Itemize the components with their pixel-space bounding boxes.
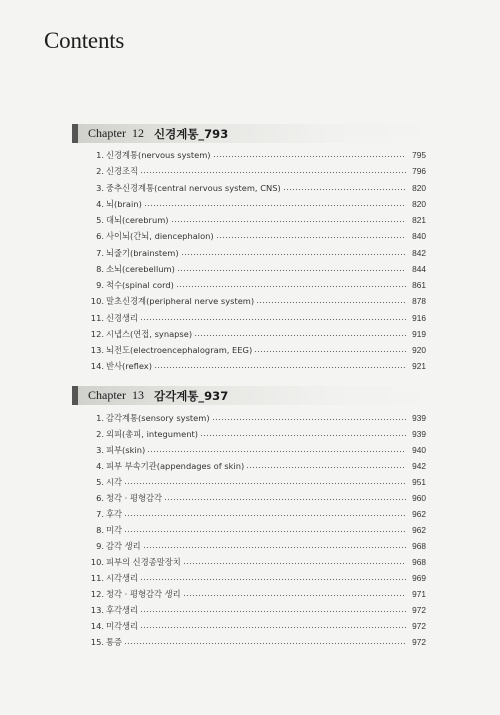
page-title: Contents — [44, 28, 125, 53]
dot-leader — [256, 298, 406, 304]
toc-entry[interactable] — [88, 247, 426, 263]
dot-leader — [124, 479, 406, 485]
toc-entry-number: 10. — [90, 557, 104, 567]
toc-entry[interactable] — [88, 149, 426, 165]
dot-leader — [171, 217, 406, 223]
dot-leader — [200, 431, 406, 437]
toc-entry-title: 후각 — [106, 509, 123, 519]
toc-entry[interactable] — [88, 620, 426, 636]
toc-entry-page: 796 — [412, 166, 426, 177]
dot-leader — [216, 233, 406, 239]
toc-entry-title: 중추신경계통(central nervous system, CNS) — [106, 182, 281, 193]
toc-entry-page: 942 — [412, 461, 426, 471]
toc-entry-title: 미각 — [106, 525, 123, 535]
toc-entry[interactable] — [88, 508, 426, 524]
chapter-number: 12 — [132, 126, 144, 140]
toc-entry[interactable] — [88, 524, 426, 540]
toc-entry-number: 13. — [90, 345, 104, 355]
dot-leader — [213, 152, 406, 158]
toc-entry[interactable] — [88, 428, 426, 444]
toc-entry-page: 971 — [412, 589, 426, 599]
toc-entry-page: 821 — [412, 215, 426, 225]
dot-leader — [143, 543, 406, 549]
dot-leader — [140, 315, 406, 321]
toc-entry-page: 842 — [412, 247, 426, 258]
toc-entry-number: 11. — [90, 573, 104, 583]
toc-entry-number: 6. — [96, 231, 104, 242]
dot-leader — [183, 591, 406, 597]
chapter-label: Chapter — [88, 126, 126, 140]
toc-entry[interactable] — [88, 540, 426, 556]
toc-entry[interactable] — [88, 198, 426, 214]
toc-entry-number: 12. — [90, 589, 104, 599]
toc-entry-number: 11. — [90, 312, 104, 323]
chapter-title: 감각계통_937 — [154, 388, 229, 403]
dot-leader — [212, 415, 406, 421]
toc-entry-title: 통증 — [106, 637, 123, 647]
toc-entry[interactable] — [88, 312, 426, 328]
toc-entry-title: 뇌전도(electroencephalogram, EEG) — [106, 345, 253, 355]
toc-entry-number: 15. — [90, 637, 104, 647]
dot-leader — [254, 347, 406, 353]
toc-entry-page: 972 — [412, 621, 426, 631]
dot-leader — [283, 185, 406, 191]
toc-entry-title: 신경조직 — [106, 166, 139, 177]
toc-entry-title: 시각생리 — [106, 573, 139, 583]
toc-entry-number: 1. — [96, 413, 104, 423]
toc-entry[interactable] — [88, 344, 426, 360]
toc-entry-title: 후각생리 — [106, 605, 139, 615]
dot-leader — [154, 363, 406, 369]
toc-entry-page: 960 — [412, 493, 426, 503]
toc-entry-title: 피부의 신경종말장치 — [106, 557, 181, 567]
toc-entry-title: 신경생리 — [106, 312, 139, 323]
toc-entry-page: 969 — [412, 573, 426, 583]
toc-entry[interactable] — [88, 182, 426, 198]
dot-leader — [177, 266, 406, 272]
toc-entry[interactable] — [88, 636, 426, 652]
toc-entry-page: 968 — [412, 557, 426, 567]
toc-entry-page: 972 — [412, 637, 426, 647]
dot-leader — [164, 495, 406, 501]
dot-leader — [183, 559, 406, 565]
toc-entry-number: 4. — [96, 461, 104, 471]
toc-entry[interactable] — [88, 492, 426, 508]
toc-entry-number: 14. — [90, 621, 104, 631]
toc-entry-title: 말초신경계(peripheral nerve system) — [106, 296, 255, 307]
dot-leader — [140, 168, 406, 174]
toc-entry-number: 14. — [90, 361, 104, 372]
toc-entry[interactable] — [88, 279, 426, 295]
toc-entry-title: 사이뇌(간뇌, diencephalon) — [106, 231, 214, 242]
toc-entry-title: 외피(총피, integument) — [106, 429, 198, 439]
toc-entry-page: 962 — [412, 509, 426, 519]
dot-leader — [124, 511, 406, 517]
toc-entry-page: 962 — [412, 525, 426, 535]
toc-entry[interactable] — [88, 360, 426, 376]
toc-entry-page: 972 — [412, 605, 426, 615]
dot-leader — [124, 639, 406, 645]
chapter-marker — [72, 124, 78, 143]
toc-entry[interactable] — [88, 214, 426, 230]
dot-leader — [124, 527, 406, 533]
toc-entry-page: 820 — [412, 198, 426, 209]
toc-entry-page: 820 — [412, 182, 426, 193]
toc-entry-page: 861 — [412, 280, 426, 290]
toc-entry-page: 844 — [412, 263, 426, 274]
toc-entry-title: 감각 생리 — [106, 541, 141, 551]
toc-entry-page: 940 — [412, 445, 426, 455]
toc-entry-page: 939 — [412, 429, 426, 439]
toc-entry-title: 반사(reflex) — [106, 361, 152, 372]
toc-entry-title: 감각계통(sensory system) — [106, 413, 210, 423]
dot-leader — [147, 447, 406, 453]
toc-entry-number: 9. — [96, 280, 104, 290]
toc-entry-number: 3. — [96, 445, 104, 455]
chapter-12-header[interactable] — [72, 124, 440, 143]
toc-entry[interactable] — [88, 460, 426, 476]
toc-entry-title: 시각 — [106, 477, 123, 487]
toc-entry-number: 6. — [96, 493, 104, 503]
toc-entry[interactable] — [88, 295, 426, 311]
chapter-title: 신경계통_793 — [154, 126, 229, 141]
toc-entry[interactable] — [88, 165, 426, 181]
toc-entry-page: 878 — [412, 296, 426, 307]
toc-entry-page: 920 — [412, 345, 426, 355]
toc-entry-number: 1. — [96, 150, 104, 160]
toc-entry-title: 신경계통(nervous system) — [106, 150, 211, 160]
toc-entry[interactable] — [88, 604, 426, 620]
toc-entry-number: 8. — [96, 525, 104, 535]
dot-leader — [144, 201, 406, 207]
toc-entry-number: 8. — [96, 263, 104, 274]
toc-entry-title: 시냅스(연접, synapse) — [106, 328, 193, 339]
toc-entry[interactable] — [88, 230, 426, 246]
dot-leader — [140, 623, 406, 629]
dot-leader — [140, 575, 406, 581]
toc-entry-page: 951 — [412, 477, 426, 487]
toc-entry-title: 소뇌(cerebellum) — [106, 263, 175, 274]
dot-leader — [246, 463, 406, 469]
toc-entry[interactable] — [88, 588, 426, 604]
toc-entry[interactable] — [88, 328, 426, 344]
toc-entry-title: 피부 부속기관(appendages of skin) — [106, 461, 245, 471]
dot-leader — [181, 250, 406, 256]
dot-leader — [176, 282, 406, 288]
toc-entry-page: 916 — [412, 312, 426, 323]
toc-entry-number: 5. — [96, 215, 104, 225]
toc-entry-number: 3. — [96, 182, 104, 193]
toc-entry-page: 921 — [412, 361, 426, 372]
chapter-header-bar — [72, 386, 440, 405]
toc-entry-page: 840 — [412, 231, 426, 242]
toc-entry-title: 척수(spinal cord) — [106, 280, 174, 290]
toc-entry-title: 뇌(brain) — [106, 198, 142, 209]
toc-entry-title: 청각 · 평형감각 생리 — [106, 589, 181, 599]
toc-entry[interactable] — [88, 556, 426, 572]
toc-entry-number: 13. — [90, 605, 104, 615]
toc-entry-title: 뇌줄기(brainstem) — [106, 247, 179, 258]
toc-entry[interactable] — [88, 572, 426, 588]
toc-entry-title: 피부(skin) — [106, 445, 146, 455]
toc-entry[interactable] — [88, 444, 426, 460]
toc-entry-title: 미각생리 — [106, 621, 139, 631]
toc-entry-page: 919 — [412, 328, 426, 339]
toc-entry[interactable] — [88, 263, 426, 279]
toc-entry-number: 9. — [96, 541, 104, 551]
toc-entry-number: 12. — [90, 328, 104, 339]
toc-entry[interactable] — [88, 476, 426, 492]
toc-entry-number: 2. — [96, 166, 104, 177]
chapter-13-header[interactable] — [72, 386, 440, 405]
toc-entry-number: 5. — [96, 477, 104, 487]
toc-entry-page: 968 — [412, 541, 426, 551]
toc-entry-number: 2. — [96, 429, 104, 439]
chapter-number: 13 — [132, 388, 144, 402]
chapter-header-bar — [72, 124, 440, 143]
dot-leader — [194, 331, 406, 337]
toc-entry-number: 10. — [90, 296, 104, 307]
chapter-marker — [72, 386, 78, 405]
toc-entry-title: 대뇌(cerebrum) — [106, 215, 169, 225]
dot-leader — [140, 607, 406, 613]
chapter-label: Chapter — [88, 388, 126, 402]
toc-entry[interactable] — [88, 412, 426, 428]
toc-entry-title: 청각 · 평형감각 — [106, 493, 163, 503]
toc-entry-number: 4. — [96, 198, 104, 209]
toc-entry-number: 7. — [96, 247, 104, 258]
toc-entry-number: 7. — [96, 509, 104, 519]
toc-entry-page: 795 — [412, 150, 426, 160]
toc-entry-page: 939 — [412, 413, 426, 423]
